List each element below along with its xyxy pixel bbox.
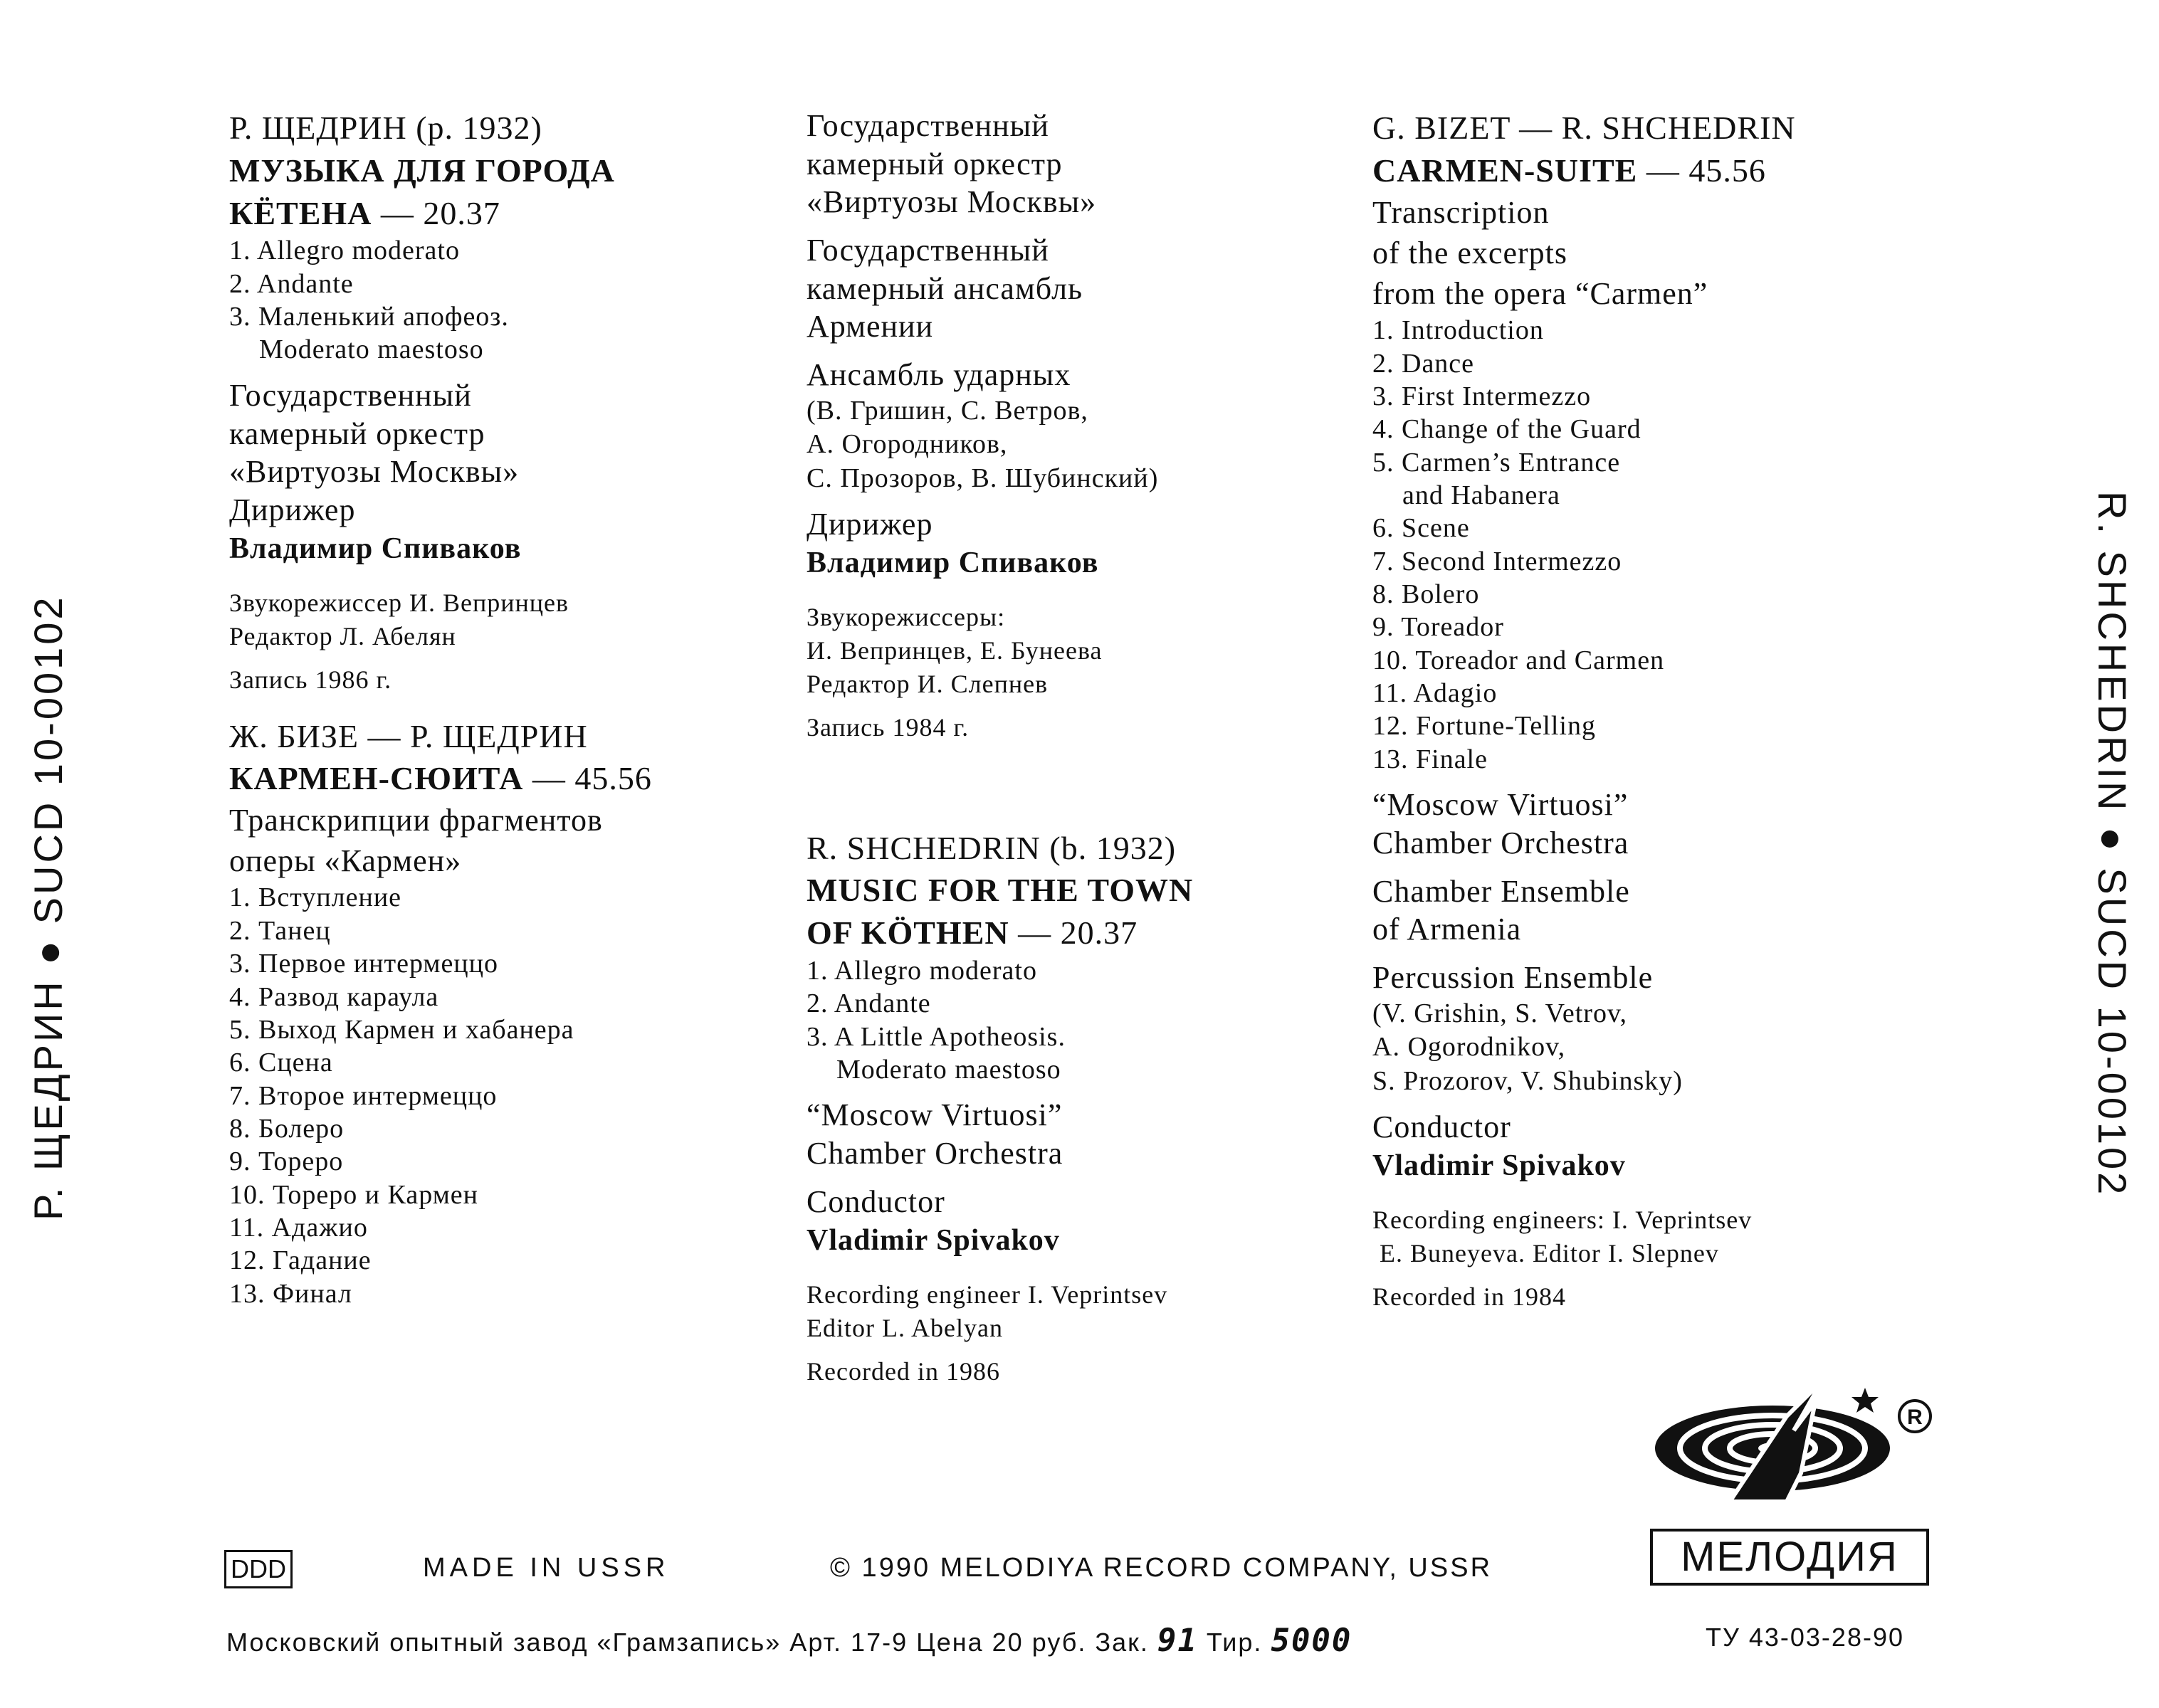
track-item: 2. Dance (1372, 348, 1475, 379)
performer-line: “Moscow Virtuosi” (807, 1097, 1063, 1133)
work-subtitle (229, 800, 799, 881)
credit-line: Редактор Л. Абелян (229, 621, 456, 650)
conductor-label: Дирижер (229, 492, 356, 527)
credit-line: Editor L. Abelyan (807, 1313, 1003, 1342)
credit-line: Recording engineer I. Veprintsev (807, 1280, 1168, 1309)
member-line: С. Прозоров, В. Шубинский) (807, 463, 1159, 493)
track-item: 12. Гадание (229, 1245, 372, 1276)
track-item: 6. Scene (1372, 513, 1470, 544)
performer-line: Chamber Orchestra (807, 1136, 1063, 1171)
work-title (229, 757, 799, 800)
performers (229, 376, 799, 529)
credit-line: Звукорежиссер И. Вепринцев (229, 589, 569, 618)
duration: — 20.37 (380, 194, 500, 231)
ddd-badge: DDD (224, 1550, 293, 1588)
performer-line: “Moscow Virtuosi” (1372, 787, 1629, 823)
member-line: S. Prozorov, V. Shubinsky) (1372, 1065, 1683, 1096)
credit-line: Звукорежиссеры: (807, 603, 1006, 632)
work-title (807, 869, 1376, 954)
performers (1372, 873, 1977, 949)
subtitle-line: оперы «Кармен» (229, 843, 462, 879)
performers (807, 1096, 1376, 1172)
footer-text: Московский опытный завод «Грамзапись» Арт. 17-9 Цена 20 руб. Зак. (226, 1628, 1149, 1657)
order-number: 91 (1157, 1623, 1198, 1659)
member-line: (V. Grishin, S. Vetrov, (1372, 998, 1627, 1028)
print-run-label: Тир. (1206, 1628, 1263, 1657)
track-item: 10. Toreador and Carmen (1372, 645, 1665, 675)
ensemble-members (807, 394, 1376, 496)
column-english-2 (1372, 107, 1977, 1314)
copyright-notice: © 1990 MELODIYA RECORD COMPANY, USSR (830, 1553, 1493, 1583)
track-item: 4. Развод караула (229, 981, 439, 1012)
conductor-name: Vladimir Spivakov (1372, 1149, 1626, 1182)
track-item: 8. Bolero (1372, 579, 1480, 610)
percussion-ensemble: Ансамбль ударных (807, 357, 1071, 393)
track-item: 1. Introduction (1372, 315, 1544, 346)
performer-line: Государственный (229, 377, 472, 413)
conductor-label: Дирижер (807, 507, 933, 542)
svg-text:R: R (1907, 1406, 1923, 1429)
track-item: 5. Выход Кармен и хабанера (229, 1014, 574, 1045)
spine-left: Р. ЩЕДРИН ● SUCD 10-00102 (26, 594, 70, 1221)
work-title-text: КЁТЕНА (229, 194, 372, 231)
track-list (1372, 314, 1977, 776)
composer-heading: Ж. БИЗЕ — Р. ЩЕДРИН (229, 717, 588, 754)
track-list (229, 881, 799, 1310)
composer-heading: Р. ЩЕДРИН (р. 1932) (229, 110, 542, 146)
made-in-label: MADE IN USSR (423, 1553, 670, 1583)
track-item: 3. First Intermezzo (1372, 381, 1592, 411)
track-item: 4. Change of the Guard (1372, 414, 1641, 445)
credits (229, 586, 799, 653)
performer-line: камерный оркестр (229, 416, 485, 451)
member-line: A. Ogorodnikov, (1372, 1032, 1566, 1063)
track-item: 1. Вступление (229, 882, 402, 913)
ensemble-members (1372, 997, 1977, 1099)
performers (807, 107, 1376, 221)
work-title-text: КАРМЕН-СЮИТА (229, 760, 524, 797)
track-item: 11. Adagio (1372, 678, 1498, 709)
work-title (1372, 149, 1977, 192)
performer-line: Chamber Ensemble (1372, 873, 1630, 909)
track-item: 3. Первое интермеццо (229, 949, 498, 979)
work-title-line (229, 192, 799, 235)
member-line: (В. Гришин, С. Ветров, (807, 395, 1088, 426)
credit-line: Редактор И. Слепнев (807, 670, 1049, 699)
work-title-line: MUSIC FOR THE TOWN (807, 872, 1194, 909)
bottom-bar (0, 1550, 2159, 1593)
track-item: 1. Allegro moderato (229, 236, 460, 266)
credits (807, 1278, 1376, 1345)
track-item: 9. Toreador (1372, 612, 1504, 643)
performer-line: камерный ансамбль (807, 270, 1083, 306)
recorded-year: Запись 1986 г. (229, 665, 392, 694)
performer-line: Chamber Orchestra (1372, 825, 1629, 860)
track-item: 8. Болеро (229, 1113, 345, 1144)
credits (1372, 1203, 1977, 1270)
track-item: 1. Allegro moderato (807, 956, 1037, 986)
performer-line: of Armenia (1372, 912, 1522, 947)
subtitle-line: Транскрипции фрагментов (229, 803, 603, 838)
track-item: 9. Тореро (229, 1146, 344, 1177)
track-item: Moderato maestoso (229, 334, 484, 365)
track-item: 11. Адажио (229, 1213, 368, 1243)
composer-heading: G. BIZET — R. SHCHEDRIN (1372, 110, 1796, 146)
track-item: and Habanera (1372, 480, 1560, 510)
work-title (229, 149, 799, 235)
recorded-year: Recorded in 1986 (807, 1356, 1000, 1386)
recorded-year: Recorded in 1984 (1372, 1282, 1566, 1311)
duration: — 45.56 (532, 760, 652, 797)
track-item: 5. Carmen’s Entrance (1372, 447, 1621, 478)
recorded-year: Запись 1984 г. (807, 712, 970, 742)
melodiya-wordmark: МЕЛОДИЯ (1650, 1529, 1929, 1586)
duration: — 20.37 (1018, 914, 1138, 951)
conductor-name: Vladimir Spivakov (807, 1223, 1060, 1257)
track-list (229, 234, 799, 366)
track-item: 12. Fortune-Telling (1372, 711, 1596, 742)
duration: — 45.56 (1646, 152, 1766, 189)
performer-line: «Виртуозы Москвы» (229, 454, 520, 490)
track-item: 6. Сцена (229, 1048, 333, 1078)
conductor-name: Владимир Спиваков (229, 532, 522, 565)
performer-line: «Виртуозы Москвы» (807, 184, 1097, 220)
work-title-line: МУЗЫКА ДЛЯ ГОРОДА (229, 152, 615, 189)
credit-line: И. Вепринцев, Е. Бунеева (807, 636, 1103, 665)
performer-line: камерный оркестр (807, 146, 1063, 181)
track-item: 7. Второе интермеццо (229, 1080, 498, 1111)
track-list (807, 954, 1376, 1086)
performers (1372, 786, 1977, 862)
composer-heading: R. SHCHEDRIN (b. 1932) (807, 829, 1177, 866)
track-item: 13. Finale (1372, 744, 1488, 774)
credits (807, 601, 1376, 700)
track-item: 2. Танец (229, 915, 331, 946)
performer-line: Армении (807, 309, 934, 344)
credit-line: E. Buneyeva. Editor I. Slepnev (1372, 1239, 1719, 1268)
subtitle-line: of the excerpts (1372, 235, 1567, 270)
performer-line: Государственный (807, 233, 1049, 268)
work-title-text: OF KÖTHEN (807, 914, 1009, 951)
credit-line: Recording engineers: I. Veprintsev (1372, 1206, 1753, 1235)
subtitle-line: Transcription (1372, 194, 1550, 230)
track-item: 7. Second Intermezzo (1372, 546, 1622, 576)
track-item: Moderato maestoso (807, 1055, 1061, 1085)
track-item: 13. Финал (229, 1278, 352, 1309)
track-item: 3. A Little Apotheosis. (807, 1021, 1066, 1052)
percussion-ensemble: Percussion Ensemble (1372, 959, 1654, 995)
column-russian-1 (229, 107, 799, 1310)
production-footer (226, 1623, 1949, 1659)
performer-line: Государственный (807, 108, 1049, 143)
member-line: А. Огородников, (807, 429, 1008, 460)
track-item: 3. Маленький апофеоз. (229, 302, 509, 332)
work-subtitle (1372, 192, 1977, 315)
column-russian-2-english-1 (807, 107, 1376, 1388)
spine-right: R. SHCHEDRIN ● SUCD 10-00102 (2090, 491, 2135, 1198)
subtitle-line: from the opera “Carmen” (1372, 275, 1708, 311)
conductor-label: Conductor (807, 1184, 945, 1219)
tech-spec-code: ТУ 43-03-28-90 (1706, 1623, 1904, 1652)
conductor-label: Conductor (1372, 1109, 1511, 1145)
track-item: 2. Andante (807, 989, 931, 1019)
conductor-name: Владимир Спиваков (807, 546, 1099, 579)
track-item: 2. Andante (229, 268, 354, 299)
work-title-line (807, 912, 1376, 954)
print-run-value: 5000 (1271, 1623, 1352, 1659)
performers (807, 231, 1376, 346)
track-item: 10. Тореро и Кармен (229, 1179, 478, 1210)
work-title-text: CARMEN-SUITE (1372, 152, 1638, 189)
